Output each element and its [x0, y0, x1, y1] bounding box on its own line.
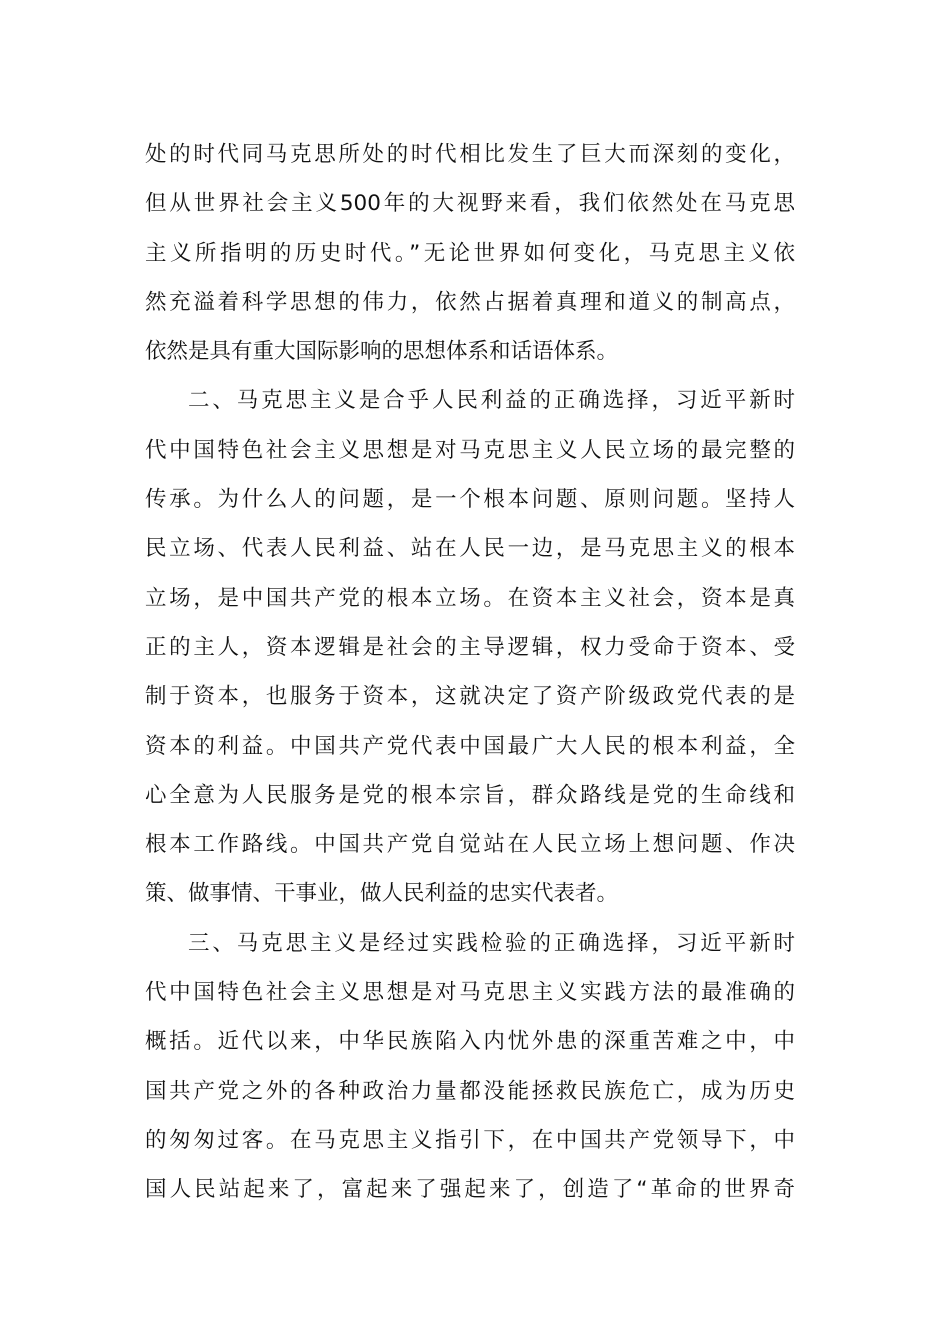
text-line: 代中国特色社会主义思想是对马克思主义实践方法的最准确的	[145, 980, 795, 1006]
text-line: 心全意为人民服务是党的根本宗旨，群众路线是党的生命线和	[145, 782, 795, 808]
text-line: 概括。近代以来，中华民族陷入内忧外患的深重苦难之中，中	[145, 1029, 795, 1055]
text-line: 处的时代同马克思所处的时代相比发生了巨大而深刻的变化，	[145, 142, 795, 167]
text-line: 依然是具有重大国际影响的思想体系和话语体系。	[145, 339, 619, 365]
text-line: 策、做事情、干事业，做人民利益的忠实代表者。	[145, 881, 619, 907]
text-line: 制于资本，也服务于资本，这就决定了资产阶级政党代表的是	[145, 684, 795, 710]
text-line: 然充溢着科学思想的伟力，依然占据着真理和道义的制高点，	[145, 289, 795, 315]
text-line: 的匆匆过客。在马克思主义指引下，在中国共产党领导下，中	[145, 1127, 795, 1153]
text-line: 但从世界社会主义500年的大视野来看，我们依然处在马克思	[145, 191, 795, 217]
text-line: 民立场、代表人民利益、站在人民一边，是马克思主义的根本	[145, 536, 795, 562]
text-line: 代中国特色社会主义思想是对马克思主义人民立场的最完整的	[145, 437, 795, 463]
text-line: 传承。为什么人的问题，是一个根本问题、原则问题。坚持人	[145, 487, 795, 513]
text-line: 根本工作路线。中国共产党自觉站在人民立场上想问题、作决	[145, 832, 795, 858]
paragraph-3-heading-line: 三、马克思主义是经过实践检验的正确选择，习近平新时	[188, 930, 795, 956]
text-line: 国共产党之外的各种政治力量都没能拯救民族危亡，成为历史	[145, 1078, 795, 1104]
text-line: 主义所指明的历史时代。”无论世界如何变化，马克思主义依	[145, 240, 795, 266]
text-line: 资本的利益。中国共产党代表中国最广大人民的根本利益，全	[145, 733, 795, 759]
text-line: 正的主人，资本逻辑是社会的主导逻辑，权力受命于资本、受	[145, 634, 795, 660]
body-text	[145, 130, 795, 1215]
text-line: 国人民站起来了，富起来了强起来了，创造了“革命的世界奇	[145, 1177, 795, 1203]
paragraph-2-heading-line: 二、马克思主义是合乎人民利益的正确选择，习近平新时	[188, 388, 795, 414]
text-line: 立场，是中国共产党的根本立场。在资本主义社会，资本是真	[145, 585, 795, 611]
